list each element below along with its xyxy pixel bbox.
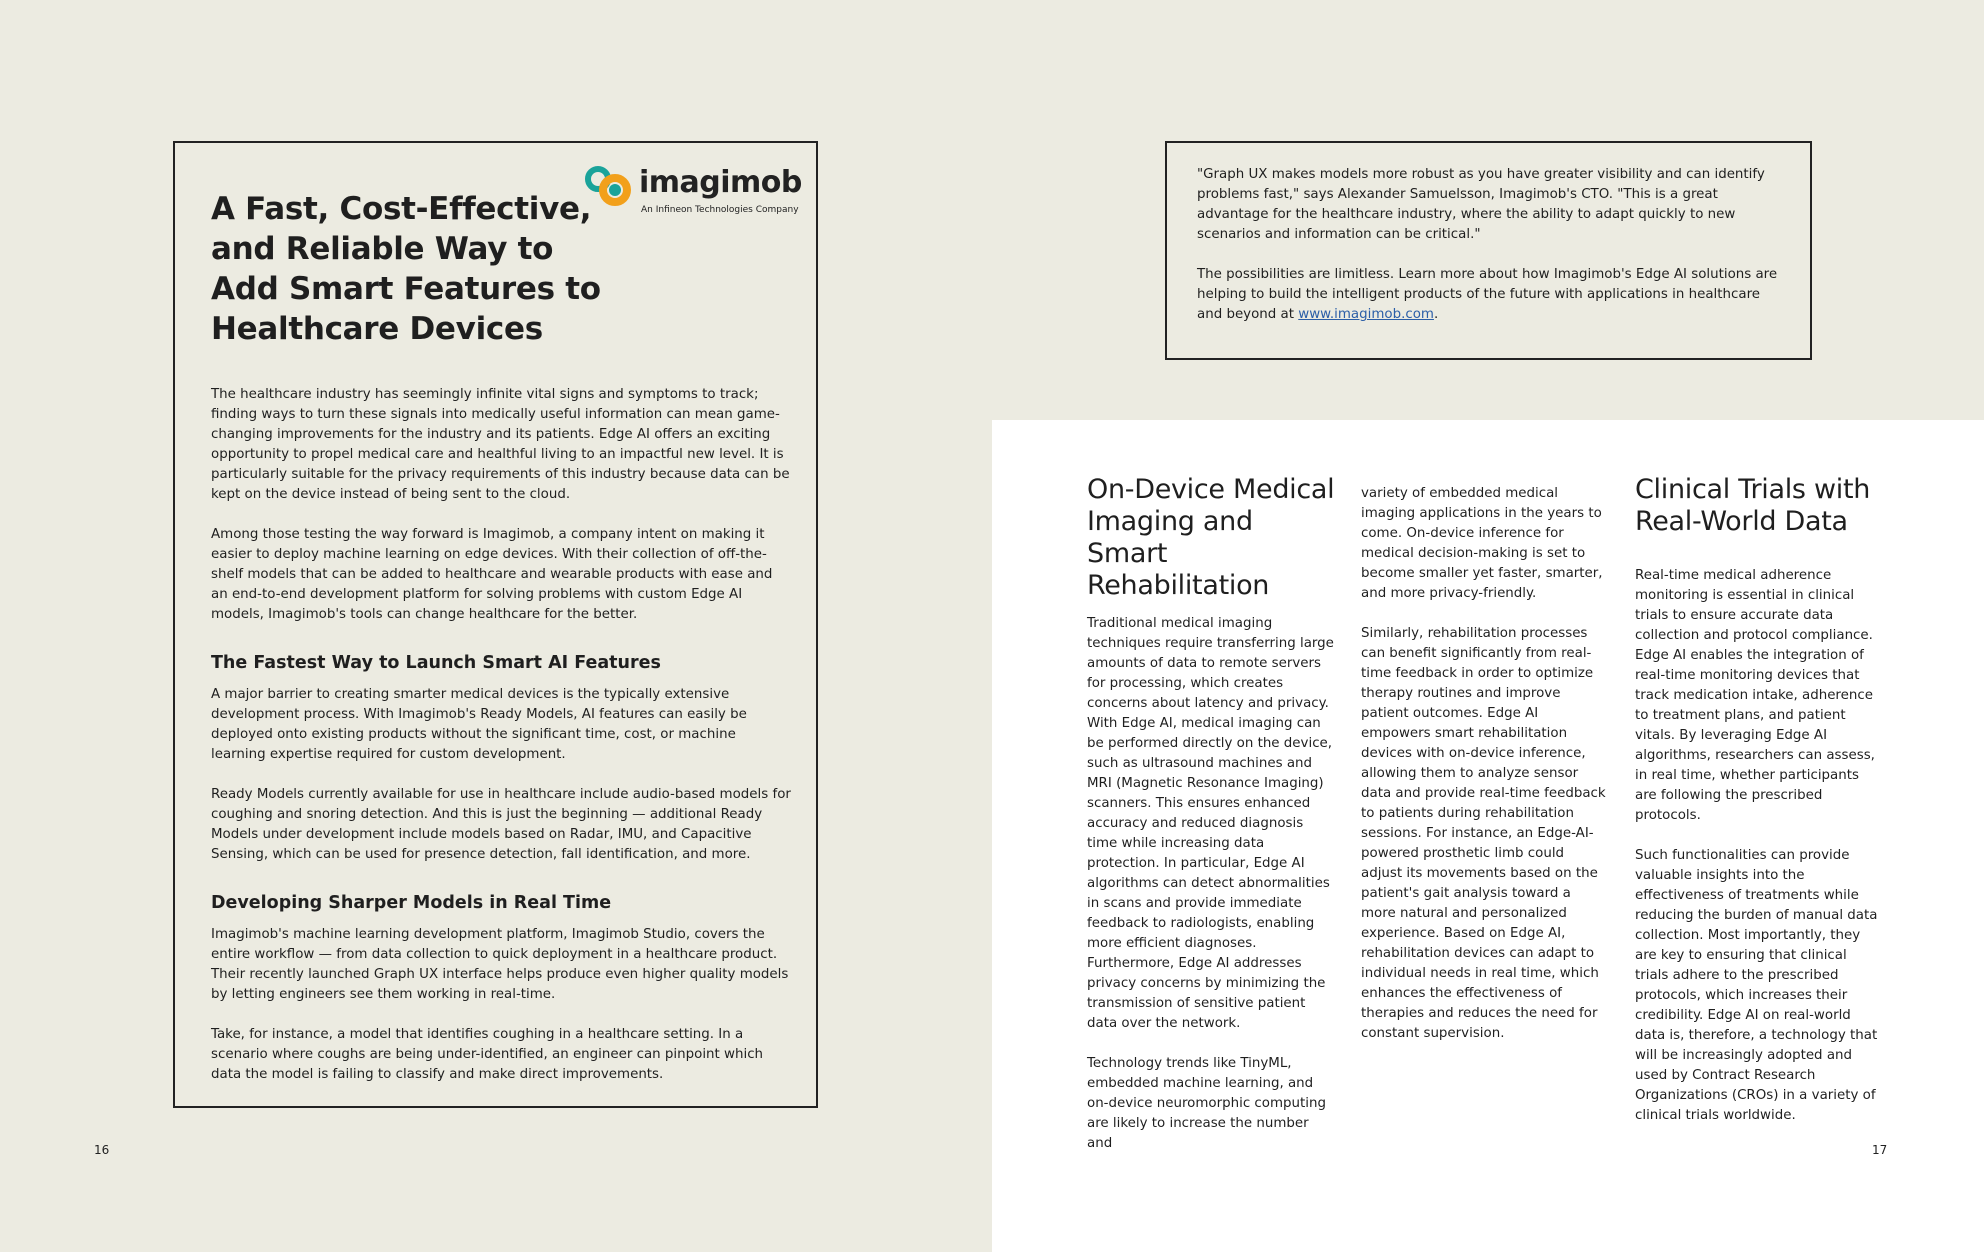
imagimob-website-link[interactable]: www.imagimob.com <box>1298 307 1434 322</box>
closing-punctuation: . <box>1433 307 1439 322</box>
intro-paragraph-1: The healthcare industry has seemingly infinite vital signs and symptoms to track; finding ways to turn these signals into medically useful information can mean game-changing improvements for the industry and its patients. Edge AI offers an exciting opportunity to propel medical care and healthful living to an impactful new level. It is particularly suitable for the privacy requirements of this industry because data can be kept on the device instead of being sent to the cloud. <box>211 387 790 502</box>
imagimob-logo <box>585 165 802 226</box>
section-1-paragraph-2: Ready Models currently available for use in healthcare include audio-based models for coughing and snoring detection. And this is just the beginning — additional Ready Models under development include models based on Radar, IMU, and Capacitive Sensing, which can be used for presence detection, fall identification, and more. <box>211 787 791 862</box>
heading-clinical-trials: Clinical Trials with Real-World Data <box>1635 474 1871 537</box>
article-box <box>173 141 818 1108</box>
column-2-paragraph-2: Similarly, rehabilitation processes can benefit significantly from real-time feedback in order to optimize therapy routines and improve patient outcomes. Edge AI empowers smart rehabilitation devices with on-device inference, allowing them to analyze sensor data and provide real-time feedback to patients during rehabilitation sessions. For instance, an Edge-AI-powered prosthetic limb could adjust its movements based on the patient's gait analysis toward a more natural and personalized experience. Based on Edge AI, rehabilitation devices can adapt to individual needs in real time, which enhances the effectiveness of therapies and reduces the need for constant supervision. <box>1361 626 1606 1041</box>
column-2-paragraph-1: variety of embedded medical imaging applications in the years to come. On-device inference for medical decision-making is set to become smaller yet faster, smarter, and more privacy-friendly. <box>1361 486 1603 601</box>
page-number-right: 17 <box>1872 1143 1888 1157</box>
section-heading-fastest-way: The Fastest Way to Launch Smart AI Features <box>211 653 661 673</box>
logo-tagline: An Infineon Technologies Company <box>641 205 799 215</box>
right-page <box>992 0 1984 1252</box>
section-2-paragraph-1: Imagimob's machine learning development platform, Imagimob Studio, covers the entire workflow — from data collection to quick deployment in a healthcare product. Their recently launched Graph UX interface helps produce even higher quality models by letting engineers see them working in real-time. <box>211 927 789 1002</box>
column-3 <box>1635 474 1883 1126</box>
closing-paragraph <box>1197 265 1787 325</box>
quote-paragraph: "Graph UX makes models more robust as you have greater visibility and can identify problems fast," says Alexander Samuelsson, Imagimob's CTO. "This is a great advantage for the healthcare industry, where the ability to adapt quickly to new scenarios and information can be critical." <box>1197 167 1765 242</box>
column-1-paragraph-1: Traditional medical imaging techniques require transferring large amounts of data to remote servers for processing, which creates concerns about latency and privacy. With Edge AI, medical imaging can be performed directly on the device, such as ultrasound machines and MRI (Magnetic Resonance Imaging) scanners. This ensures enhanced accuracy and reduced diagnosis time while increasing data protection. In particular, Edge AI algorithms can detect abnormalities in scans and provide immediate feedback to radiologists, enabling more efficient diagnoses. Furthermore, Edge AI addresses privacy concerns by minimizing the transmission of sensitive patient data over the network. <box>1087 616 1334 1031</box>
intro-paragraph-2: Among those testing the way forward is Imagimob, a company intent on making it easier to deploy machine learning on edge devices. With their collection of off-the-shelf models that can be added to healthcare and wearable products with ease and an end-to-end development platform for solving problems with custom Edge AI models, Imagimob's tools can change healthcare for the better. <box>211 527 773 622</box>
section-2-paragraph-2: Take, for instance, a model that identifies coughing in a healthcare setting. In a scenario where coughs are being under-identified, an engineer can pinpoint which data the model is failing to classify and make direct improvements. <box>211 1027 764 1082</box>
column-2 <box>1361 484 1609 1044</box>
logo-mark-dot-icon <box>609 184 621 196</box>
section-heading-sharper-models: Developing Sharper Models in Real Time <box>211 893 612 913</box>
heading-on-device-imaging: On-Device Medical Imaging and Smart Rehabilitation <box>1087 474 1335 601</box>
article-headline: A Fast, Cost-Effective, and Reliable Way to Add Smart Features to Healthcare Devices <box>211 191 601 347</box>
closing-text: The possibilities are limitless. Learn more about how Imagimob's Edge AI solutions are helping to build the intelligent products of the future with applications in healthcare and beyond at <box>1197 267 1778 322</box>
quote-box <box>1165 141 1812 360</box>
section-1-paragraph-1: A major barrier to creating smarter medical devices is the typically extensive development process. With Imagimob's Ready Models, AI features can easily be deployed onto existing products without the significant time, cost, or machine learning expertise required for custom development. <box>211 687 747 762</box>
column-3-paragraph-2: Such functionalities can provide valuable insights into the effectiveness of treatments while reducing the burden of manual data collection. Most importantly, they are key to ensuring that clinical trials adhere to the prescribed protocols, which increases their credibility. Edge AI on real-world data is, therefore, a technology that will be increasingly adopted and used by Contract Research Organizations (CROs) in a variety of clinical trials worldwide. <box>1635 848 1878 1123</box>
column-1-paragraph-2: Technology trends like TinyML, embedded machine learning, and on-device neuromorphic computing are likely to increase the number and <box>1087 1056 1326 1151</box>
column-1 <box>1087 474 1335 1154</box>
page-number-left: 16 <box>94 1143 110 1157</box>
logo-wordmark: imagimob <box>639 165 802 200</box>
column-3-paragraph-1: Real-time medical adherence monitoring is essential in clinical trials to ensure accurate data collection and protocol compliance. Edge AI enables the integration of real-time monitoring devices that track medication intake, adherence to treatment plans, and patient vitals. By leveraging Edge AI algorithms, researchers can assess, in real time, whether participants are following the prescribed protocols. <box>1635 568 1875 823</box>
